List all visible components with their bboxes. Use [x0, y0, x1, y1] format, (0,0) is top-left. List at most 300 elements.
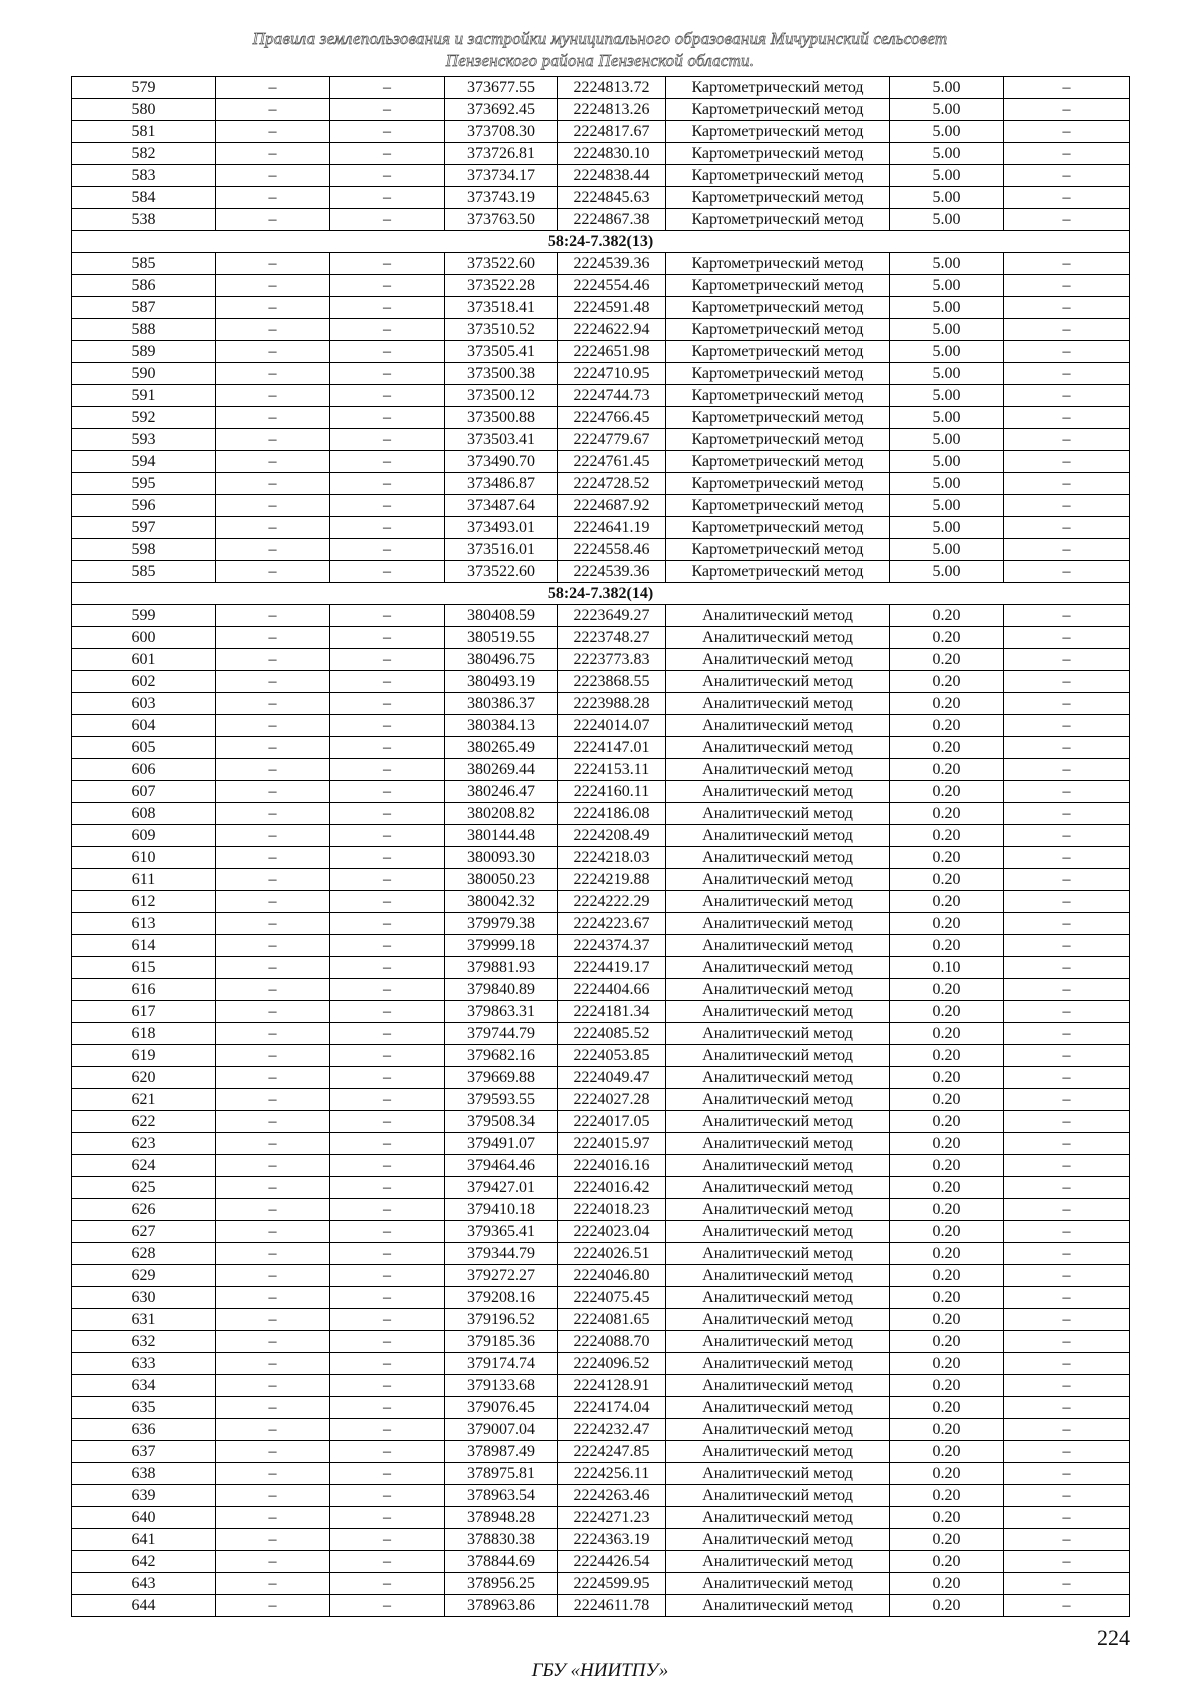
column-3-cell: – [330, 1441, 445, 1463]
column-8-cell: – [1004, 1155, 1130, 1177]
accuracy-cell: 5.00 [890, 473, 1004, 495]
column-2-cell: – [216, 605, 330, 627]
method-cell: Аналитический метод [666, 1529, 890, 1551]
column-2-cell: – [216, 165, 330, 187]
column-8-cell: – [1004, 1199, 1130, 1221]
x-coordinate-cell: 373522.60 [445, 253, 558, 275]
table-row [72, 341, 1130, 363]
header-line-2: Пензенского района Пензенской области. [445, 51, 755, 70]
x-coordinate-cell: 373510.52 [445, 319, 558, 341]
column-2-cell: – [216, 187, 330, 209]
column-3-cell: – [330, 319, 445, 341]
column-3-cell: – [330, 649, 445, 671]
column-8-cell: – [1004, 165, 1130, 187]
point-number-cell: 633 [72, 1353, 216, 1375]
point-number-cell: 595 [72, 473, 216, 495]
table-row [72, 1045, 1130, 1067]
method-cell: Аналитический метод [666, 649, 890, 671]
y-coordinate-cell: 2224023.04 [558, 1221, 666, 1243]
method-cell: Аналитический метод [666, 737, 890, 759]
column-2-cell: – [216, 429, 330, 451]
method-cell: Картометрический метод [666, 209, 890, 231]
method-cell: Картометрический метод [666, 517, 890, 539]
point-number-cell: 608 [72, 803, 216, 825]
point-number-cell: 589 [72, 341, 216, 363]
accuracy-cell: 0.20 [890, 1309, 1004, 1331]
y-coordinate-cell: 2224838.44 [558, 165, 666, 187]
column-8-cell: – [1004, 1375, 1130, 1397]
point-number-cell: 632 [72, 1331, 216, 1353]
point-number-cell: 603 [72, 693, 216, 715]
column-8-cell: – [1004, 1353, 1130, 1375]
table-row [72, 847, 1130, 869]
column-2-cell: – [216, 649, 330, 671]
y-coordinate-cell: 2224223.67 [558, 913, 666, 935]
accuracy-cell: 0.20 [890, 1111, 1004, 1133]
table-row [72, 1001, 1130, 1023]
column-2-cell: – [216, 143, 330, 165]
table-row [72, 737, 1130, 759]
point-number-cell: 612 [72, 891, 216, 913]
x-coordinate-cell: 373522.60 [445, 561, 558, 583]
point-number-cell: 630 [72, 1287, 216, 1309]
column-3-cell: – [330, 561, 445, 583]
column-2-cell: – [216, 209, 330, 231]
column-3-cell: – [330, 715, 445, 737]
x-coordinate-cell: 378963.86 [445, 1595, 558, 1617]
accuracy-cell: 0.20 [890, 1199, 1004, 1221]
table-row [72, 473, 1130, 495]
method-cell: Аналитический метод [666, 1089, 890, 1111]
column-3-cell: – [330, 341, 445, 363]
x-coordinate-cell: 379196.52 [445, 1309, 558, 1331]
accuracy-cell: 0.20 [890, 1331, 1004, 1353]
table-row [72, 1287, 1130, 1309]
accuracy-cell: 0.20 [890, 759, 1004, 781]
table-row [72, 187, 1130, 209]
point-number-cell: 602 [72, 671, 216, 693]
point-number-cell: 605 [72, 737, 216, 759]
y-coordinate-cell: 2224558.46 [558, 539, 666, 561]
method-cell: Аналитический метод [666, 781, 890, 803]
table-row [72, 1573, 1130, 1595]
accuracy-cell: 0.20 [890, 1287, 1004, 1309]
point-number-cell: 591 [72, 385, 216, 407]
column-2-cell: – [216, 1023, 330, 1045]
column-2-cell: – [216, 451, 330, 473]
column-8-cell: – [1004, 1177, 1130, 1199]
column-8-cell: – [1004, 935, 1130, 957]
method-cell: Аналитический метод [666, 1221, 890, 1243]
method-cell: Аналитический метод [666, 979, 890, 1001]
point-number-cell: 582 [72, 143, 216, 165]
y-coordinate-cell: 2224554.46 [558, 275, 666, 297]
column-3-cell: – [330, 297, 445, 319]
x-coordinate-cell: 379208.16 [445, 1287, 558, 1309]
column-8-cell: – [1004, 803, 1130, 825]
point-number-cell: 635 [72, 1397, 216, 1419]
x-coordinate-cell: 379410.18 [445, 1199, 558, 1221]
method-cell: Картометрический метод [666, 385, 890, 407]
accuracy-cell: 0.20 [890, 627, 1004, 649]
method-cell: Аналитический метод [666, 1309, 890, 1331]
table-row [72, 715, 1130, 737]
accuracy-cell: 0.20 [890, 1441, 1004, 1463]
accuracy-cell: 0.20 [890, 1529, 1004, 1551]
point-number-cell: 616 [72, 979, 216, 1001]
method-cell: Аналитический метод [666, 1287, 890, 1309]
x-coordinate-cell: 373486.87 [445, 473, 558, 495]
table-row [72, 1529, 1130, 1551]
point-number-cell: 609 [72, 825, 216, 847]
column-2-cell: – [216, 759, 330, 781]
y-coordinate-cell: 2224591.48 [558, 297, 666, 319]
x-coordinate-cell: 379682.16 [445, 1045, 558, 1067]
table-row [72, 1309, 1130, 1331]
table-row [72, 1199, 1130, 1221]
x-coordinate-cell: 380093.30 [445, 847, 558, 869]
x-coordinate-cell: 373677.55 [445, 77, 558, 99]
table-row [72, 451, 1130, 473]
column-8-cell: – [1004, 1089, 1130, 1111]
point-number-cell: 618 [72, 1023, 216, 1045]
accuracy-cell: 5.00 [890, 341, 1004, 363]
accuracy-cell: 5.00 [890, 143, 1004, 165]
point-number-cell: 604 [72, 715, 216, 737]
accuracy-cell: 0.20 [890, 649, 1004, 671]
document-footer: ГБУ «НИИТПУ» [531, 1660, 669, 1681]
method-cell: Аналитический метод [666, 803, 890, 825]
point-number-cell: 598 [72, 539, 216, 561]
column-2-cell: – [216, 275, 330, 297]
column-2-cell: – [216, 1419, 330, 1441]
column-2-cell: – [216, 1199, 330, 1221]
column-3-cell: – [330, 1221, 445, 1243]
column-3-cell: – [330, 253, 445, 275]
column-2-cell: – [216, 1155, 330, 1177]
accuracy-cell: 5.00 [890, 385, 1004, 407]
y-coordinate-cell: 2224622.94 [558, 319, 666, 341]
y-coordinate-cell: 2224813.26 [558, 99, 666, 121]
column-2-cell: – [216, 913, 330, 935]
y-coordinate-cell: 2224014.07 [558, 715, 666, 737]
accuracy-cell: 0.20 [890, 693, 1004, 715]
x-coordinate-cell: 380269.44 [445, 759, 558, 781]
column-8-cell: – [1004, 473, 1130, 495]
table-row [72, 1177, 1130, 1199]
column-8-cell: – [1004, 847, 1130, 869]
table-row [72, 1331, 1130, 1353]
column-2-cell: – [216, 1221, 330, 1243]
accuracy-cell: 0.20 [890, 671, 1004, 693]
column-3-cell: – [330, 1375, 445, 1397]
column-8-cell: – [1004, 979, 1130, 1001]
column-3-cell: – [330, 429, 445, 451]
y-coordinate-cell: 2224817.67 [558, 121, 666, 143]
x-coordinate-cell: 373692.45 [445, 99, 558, 121]
point-number-cell: 585 [72, 253, 216, 275]
column-8-cell: – [1004, 825, 1130, 847]
point-number-cell: 611 [72, 869, 216, 891]
column-2-cell: – [216, 627, 330, 649]
method-cell: Аналитический метод [666, 1573, 890, 1595]
column-3-cell: – [330, 165, 445, 187]
method-cell: Аналитический метод [666, 1397, 890, 1419]
accuracy-cell: 0.20 [890, 1353, 1004, 1375]
accuracy-cell: 5.00 [890, 451, 1004, 473]
column-2-cell: – [216, 1551, 330, 1573]
column-3-cell: – [330, 671, 445, 693]
page-number: 224 [1097, 1625, 1130, 1650]
group-header-row [72, 231, 1130, 253]
method-cell: Картометрический метод [666, 539, 890, 561]
x-coordinate-cell: 378948.28 [445, 1507, 558, 1529]
table-row [72, 297, 1130, 319]
x-coordinate-cell: 373522.28 [445, 275, 558, 297]
method-cell: Картометрический метод [666, 187, 890, 209]
point-number-cell: 587 [72, 297, 216, 319]
table-row [72, 1463, 1130, 1485]
x-coordinate-cell: 373726.81 [445, 143, 558, 165]
method-cell: Картометрический метод [666, 319, 890, 341]
column-3-cell: – [330, 737, 445, 759]
x-coordinate-cell: 380042.32 [445, 891, 558, 913]
column-8-cell: – [1004, 121, 1130, 143]
y-coordinate-cell: 2224813.72 [558, 77, 666, 99]
point-number-cell: 614 [72, 935, 216, 957]
method-cell: Аналитический метод [666, 1441, 890, 1463]
y-coordinate-cell: 2224363.19 [558, 1529, 666, 1551]
y-coordinate-cell: 2224053.85 [558, 1045, 666, 1067]
method-cell: Аналитический метод [666, 1353, 890, 1375]
method-cell: Аналитический метод [666, 1595, 890, 1617]
point-number-cell: 625 [72, 1177, 216, 1199]
x-coordinate-cell: 379881.93 [445, 957, 558, 979]
accuracy-cell: 5.00 [890, 407, 1004, 429]
y-coordinate-cell: 2224016.42 [558, 1177, 666, 1199]
x-coordinate-cell: 373493.01 [445, 517, 558, 539]
column-8-cell: – [1004, 649, 1130, 671]
accuracy-cell: 0.20 [890, 1067, 1004, 1089]
y-coordinate-cell: 2223649.27 [558, 605, 666, 627]
x-coordinate-cell: 380496.75 [445, 649, 558, 671]
y-coordinate-cell: 2223868.55 [558, 671, 666, 693]
column-3-cell: – [330, 1419, 445, 1441]
table-row [72, 1441, 1130, 1463]
group-label: 58:24-7.382(14) [72, 583, 1130, 605]
x-coordinate-cell: 379593.55 [445, 1089, 558, 1111]
x-coordinate-cell: 378844.69 [445, 1551, 558, 1573]
column-8-cell: – [1004, 363, 1130, 385]
method-cell: Картометрический метод [666, 473, 890, 495]
y-coordinate-cell: 2224611.78 [558, 1595, 666, 1617]
accuracy-cell: 5.00 [890, 165, 1004, 187]
x-coordinate-cell: 378830.38 [445, 1529, 558, 1551]
accuracy-cell: 0.10 [890, 957, 1004, 979]
column-3-cell: – [330, 451, 445, 473]
column-2-cell: – [216, 1529, 330, 1551]
y-coordinate-cell: 2224218.03 [558, 847, 666, 869]
method-cell: Аналитический метод [666, 1023, 890, 1045]
point-number-cell: 607 [72, 781, 216, 803]
column-3-cell: – [330, 121, 445, 143]
column-2-cell: – [216, 715, 330, 737]
column-3-cell: – [330, 759, 445, 781]
group-header-row [72, 583, 1130, 605]
table-row [72, 143, 1130, 165]
method-cell: Картометрический метод [666, 99, 890, 121]
column-2-cell: – [216, 847, 330, 869]
column-3-cell: – [330, 1463, 445, 1485]
column-2-cell: – [216, 1001, 330, 1023]
column-8-cell: – [1004, 1287, 1130, 1309]
point-number-cell: 580 [72, 99, 216, 121]
accuracy-cell: 0.20 [890, 1397, 1004, 1419]
table-row [72, 1397, 1130, 1419]
document-header [120, 28, 1080, 72]
x-coordinate-cell: 379427.01 [445, 1177, 558, 1199]
column-8-cell: – [1004, 385, 1130, 407]
point-number-cell: 629 [72, 1265, 216, 1287]
column-2-cell: – [216, 957, 330, 979]
method-cell: Аналитический метод [666, 1331, 890, 1353]
column-3-cell: – [330, 1111, 445, 1133]
table-row [72, 1155, 1130, 1177]
accuracy-cell: 5.00 [890, 77, 1004, 99]
method-cell: Аналитический метод [666, 605, 890, 627]
table-row [72, 429, 1130, 451]
column-2-cell: – [216, 385, 330, 407]
accuracy-cell: 5.00 [890, 99, 1004, 121]
method-cell: Аналитический метод [666, 1199, 890, 1221]
column-8-cell: – [1004, 1309, 1130, 1331]
x-coordinate-cell: 380050.23 [445, 869, 558, 891]
y-coordinate-cell: 2224208.49 [558, 825, 666, 847]
column-8-cell: – [1004, 539, 1130, 561]
column-2-cell: – [216, 121, 330, 143]
column-2-cell: – [216, 1441, 330, 1463]
column-8-cell: – [1004, 1001, 1130, 1023]
method-cell: Аналитический метод [666, 1419, 890, 1441]
table-row [72, 319, 1130, 341]
table-row [72, 979, 1130, 1001]
column-8-cell: – [1004, 1045, 1130, 1067]
point-number-cell: 597 [72, 517, 216, 539]
column-8-cell: – [1004, 1507, 1130, 1529]
table-row [72, 649, 1130, 671]
column-2-cell: – [216, 1375, 330, 1397]
column-3-cell: – [330, 517, 445, 539]
y-coordinate-cell: 2224017.05 [558, 1111, 666, 1133]
point-number-cell: 631 [72, 1309, 216, 1331]
point-number-cell: 637 [72, 1441, 216, 1463]
column-2-cell: – [216, 1397, 330, 1419]
y-coordinate-cell: 2224599.95 [558, 1573, 666, 1595]
table-row [72, 1023, 1130, 1045]
column-2-cell: – [216, 495, 330, 517]
table-row [72, 869, 1130, 891]
method-cell: Картометрический метод [666, 341, 890, 363]
point-number-cell: 579 [72, 77, 216, 99]
accuracy-cell: 0.20 [890, 979, 1004, 1001]
x-coordinate-cell: 380208.82 [445, 803, 558, 825]
column-8-cell: – [1004, 143, 1130, 165]
x-coordinate-cell: 378975.81 [445, 1463, 558, 1485]
column-2-cell: – [216, 869, 330, 891]
point-number-cell: 643 [72, 1573, 216, 1595]
method-cell: Картометрический метод [666, 561, 890, 583]
method-cell: Аналитический метод [666, 1551, 890, 1573]
table-row [72, 517, 1130, 539]
point-number-cell: 599 [72, 605, 216, 627]
column-8-cell: – [1004, 517, 1130, 539]
column-3-cell: – [330, 781, 445, 803]
column-3-cell: – [330, 1001, 445, 1023]
x-coordinate-cell: 379999.18 [445, 935, 558, 957]
column-3-cell: – [330, 1595, 445, 1617]
table-row [72, 209, 1130, 231]
table-row [72, 407, 1130, 429]
x-coordinate-cell: 380386.37 [445, 693, 558, 715]
column-2-cell: – [216, 979, 330, 1001]
point-number-cell: 626 [72, 1199, 216, 1221]
method-cell: Картометрический метод [666, 407, 890, 429]
accuracy-cell: 5.00 [890, 495, 1004, 517]
table-row [72, 1419, 1130, 1441]
column-8-cell: – [1004, 1331, 1130, 1353]
method-cell: Аналитический метод [666, 1375, 890, 1397]
column-8-cell: – [1004, 495, 1130, 517]
y-coordinate-cell: 2224539.36 [558, 253, 666, 275]
column-3-cell: – [330, 187, 445, 209]
accuracy-cell: 0.20 [890, 913, 1004, 935]
y-coordinate-cell: 2224219.88 [558, 869, 666, 891]
point-number-cell: 644 [72, 1595, 216, 1617]
column-8-cell: – [1004, 253, 1130, 275]
column-3-cell: – [330, 1067, 445, 1089]
column-2-cell: – [216, 1573, 330, 1595]
column-2-cell: – [216, 297, 330, 319]
table-row [72, 1067, 1130, 1089]
column-2-cell: – [216, 473, 330, 495]
column-8-cell: – [1004, 1551, 1130, 1573]
column-3-cell: – [330, 957, 445, 979]
point-number-cell: 581 [72, 121, 216, 143]
column-3-cell: – [330, 979, 445, 1001]
column-2-cell: – [216, 1133, 330, 1155]
x-coordinate-cell: 373743.19 [445, 187, 558, 209]
accuracy-cell: 0.20 [890, 737, 1004, 759]
coordinates-table [71, 76, 1130, 1617]
point-number-cell: 622 [72, 1111, 216, 1133]
y-coordinate-cell: 2224761.45 [558, 451, 666, 473]
accuracy-cell: 0.20 [890, 1551, 1004, 1573]
x-coordinate-cell: 373708.30 [445, 121, 558, 143]
column-8-cell: – [1004, 99, 1130, 121]
column-2-cell: – [216, 561, 330, 583]
y-coordinate-cell: 2224085.52 [558, 1023, 666, 1045]
accuracy-cell: 0.20 [890, 825, 1004, 847]
column-3-cell: – [330, 803, 445, 825]
y-coordinate-cell: 2224018.23 [558, 1199, 666, 1221]
column-2-cell: – [216, 1353, 330, 1375]
x-coordinate-cell: 380265.49 [445, 737, 558, 759]
table-row [72, 891, 1130, 913]
column-2-cell: – [216, 693, 330, 715]
column-3-cell: – [330, 1243, 445, 1265]
accuracy-cell: 0.20 [890, 1595, 1004, 1617]
table-row [72, 605, 1130, 627]
